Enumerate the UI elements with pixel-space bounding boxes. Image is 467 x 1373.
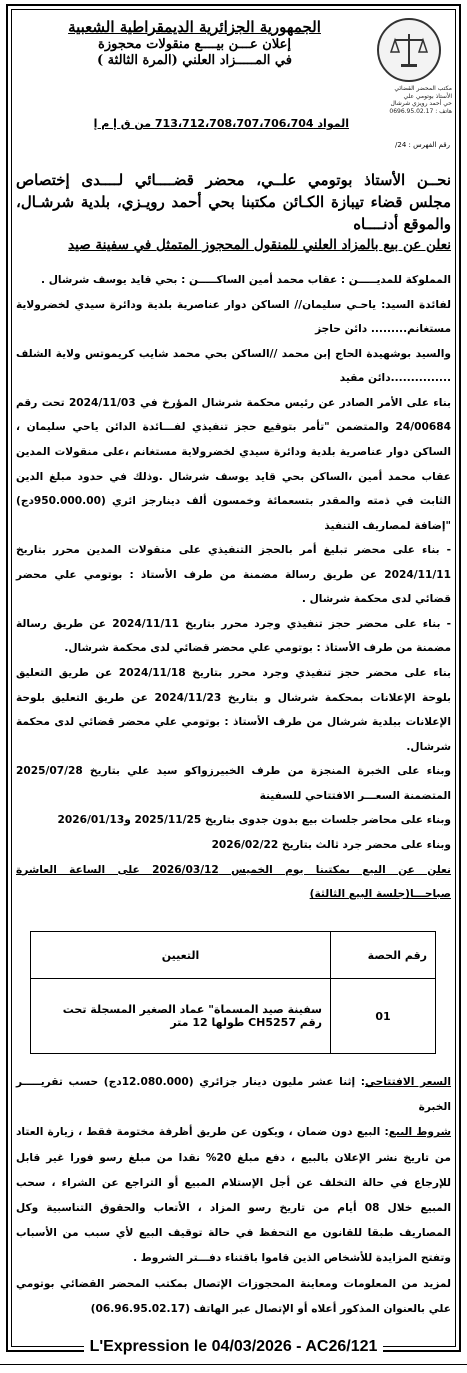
sale-conditions-text: : البيع دون ضمان ، ويكون عن طريق أظرفة مختومة فقط ، زيارة العتاد من تاريخ نشر الإعلان بالبيع ، دفع مبلغ 20% نقدا من مبلغ رسو فورا غير قابل للإرجاع في حالة التخلف عن أجل الإستلام المبيع أو التراجع عن الشراء ، سحب المبيع خلال 08 أيام من تاريخ رسو المزاد ، الأتعاب والحقوق التناسبية وكل المصاريف طبقا للقانون مع التحفظ في حالة توقيف البيع لأي سبب من الأسباب وتفتح المزايدة للأشخاص الذين قاموا باقتناء دفـــتر الشروط .: [16, 1126, 452, 1265]
office-address: [366, 85, 452, 115]
office-line: الأستاذ بوتومي علي: [403, 92, 452, 100]
reference-value: 24/: [395, 141, 407, 149]
publication-footer: [0, 1336, 467, 1356]
sale-terms: [16, 1070, 451, 1322]
column-header-lot-number: رقم الحصة: [331, 932, 436, 979]
office-line: مكتب المحضر القضائي: [394, 85, 452, 92]
table-row: [31, 979, 436, 1054]
notice-title: إعلان عـــن بيــــع منقولات محجوزة: [98, 36, 291, 52]
legal-articles: المواد 713،712،708،707،706،704 من ق إ م إ: [93, 117, 349, 130]
header: [40, 18, 349, 69]
sale-announcement: نعلن عن بيع بالمزاد العلني للمنقول المحجوز المتمثل في سفينة صيد: [68, 237, 451, 253]
column-header-designation: التعيين: [31, 932, 331, 979]
bailiff-intro: نحــن الأستاذ بوتومي علــي، محضر قضــــائي لــــدى إختصاص مجلس قضاء تيبازة الكـائن مكتبنا بحي أحمد رويـزي، بلدية شرشـال، والموقع أدنــــاه: [16, 171, 451, 233]
notice-body: [16, 268, 451, 907]
body-paragraph: - بناء على محضر تبليغ أمر بالحجز التنفيذي على منقولات المدين محرر بتاريخ 2024/11/11 عن طريق رسالة مضمنة من طرف الأستاذ : بوتومي علي محضر قضائي لدى محكمة شرشال .: [16, 544, 451, 606]
body-paragraph: وبناء على محاضر جلسات بيع بدون جدوى بتاريخ 2025/11/25 و2026/01/13: [57, 814, 451, 827]
body-paragraph: وبناء على الخبرة المنجزة من طرف الخبيرزواكو سيد علي بتاريخ 2025/07/28 المتضمنة السعـــر الافتتاحي للسفينة: [16, 765, 451, 802]
lot-number: 01: [331, 979, 436, 1054]
auction-title: في المـــــزاد العلني (المرة الثالثة ): [97, 53, 292, 68]
sale-conditions: [16, 1120, 451, 1271]
lot-designation: سفينة صيد المسماة" عماد الصغير المسجلة تحت رقم CH5257 طولها 12 متر: [31, 979, 331, 1054]
sale-conditions-label: شروط البيع: [388, 1126, 451, 1139]
office-line: حي أحمد رويزي شرشال: [390, 100, 452, 107]
republic-title: الجمهورية الجزائرية الديمقراطية الشعبية: [68, 18, 321, 36]
opening-price-text: : إثنا عشر مليون دينار جزائري (12.080.000دج) حسب تقريـــــر الخبرة: [16, 1076, 451, 1114]
reference-label: رقم الفهرس :: [406, 141, 450, 149]
opening-price-label: السعر الافتتاحي: [364, 1076, 451, 1088]
opening-price: [16, 1070, 451, 1120]
body-paragraph: بناء على الأمر الصادر عن رئيس محكمة شرشال المؤرخ في 2024/11/03 تحت رقم 24/00684 والمتضمن "تأمر بتوقيع حجز تنفيذي لفـــائدة الدائن ياحي سليمان ، الساكن دوار عناصرية بلدية ودائرة سيدي لخضرولاية مستغانم ،على منقولات المدين عقاب محمد أمين ،الساكن بحي قايد يوسف شرشال .وذلك في حدود مبلغ الدين الثابت في ذمته والمقدر بتسعمائة وخمسون ألف دينارجز ائري (950.000.00دج) "إضافة لمصاريف التنفيذ: [16, 396, 452, 532]
sale-date: نعلن عن البيع بمكتبنا يوم الخميس 2026/03/12 على الساعة العاشرة صباحـــا(جلسة البيع الثالثة): [16, 863, 452, 901]
table-header-row: [31, 932, 436, 979]
page-bottom-rule: [0, 1364, 467, 1365]
body-paragraph: بناء على محضر حجز تنفيذي وجرد محرر بتاريخ 2024/11/18 عن طريق التعليق بلوحة الإعلانات بمحكمة شرشال و بتاريخ 2024/11/23 عن طريق التعليق بلوحة الإعلانات ببلدية شرشال من طرف الأستاذ : بوتومي علي محضر قضائي لدى محكمة شرشال.: [16, 667, 452, 753]
body-paragraph: المملوكة للمديـــــن : عقاب محمد أمين الساكـــــن : بحي قايد يوسف شرشال .: [41, 274, 451, 286]
reference-number: [300, 141, 450, 149]
body-paragraph: وبناء على محضر جرد ثالث بتاريخ 2026/02/22: [211, 838, 451, 851]
justice-scale-icon: [377, 18, 441, 82]
publication-reference: L'Expression le 04/03/2026 - AC26/121: [84, 1338, 384, 1355]
body-paragraph: - بناء على محضر حجز تنفيذي وجرد محرر بتاريخ 2024/11/11 عن طريق رسالة مضمنة من طرف الأستاذ : بوتومي علي محضر قضائي لدى محكمة شرشال.: [16, 617, 451, 655]
body-paragraph: والسيد بوشهيدة الحاج إبن محمد //الساكن بحي محمد شايب كريموتس ولاية الشلف ...............دائن مقيد: [16, 347, 451, 385]
contact-info: لمزيد من المعلومات ومعاينة المحجوزات الإتصال بمكتب المحضر القضائي بوتومي علي بالعنوان المذكور أعلاه أو الإتصال عبر الهاتف (06.96.95.02.17): [16, 1277, 451, 1315]
body-paragraph: لفائدة السيد: ياحـي سليمان// الساكن دوار عناصرية بلدية ودائرة سيدي لخضرولاية مستغانم......... دائن حاجز: [16, 298, 451, 336]
lots-table: [30, 931, 436, 1054]
office-stamp: [366, 18, 452, 115]
office-phone: هاتف : 0696.95.02.17: [389, 107, 452, 115]
